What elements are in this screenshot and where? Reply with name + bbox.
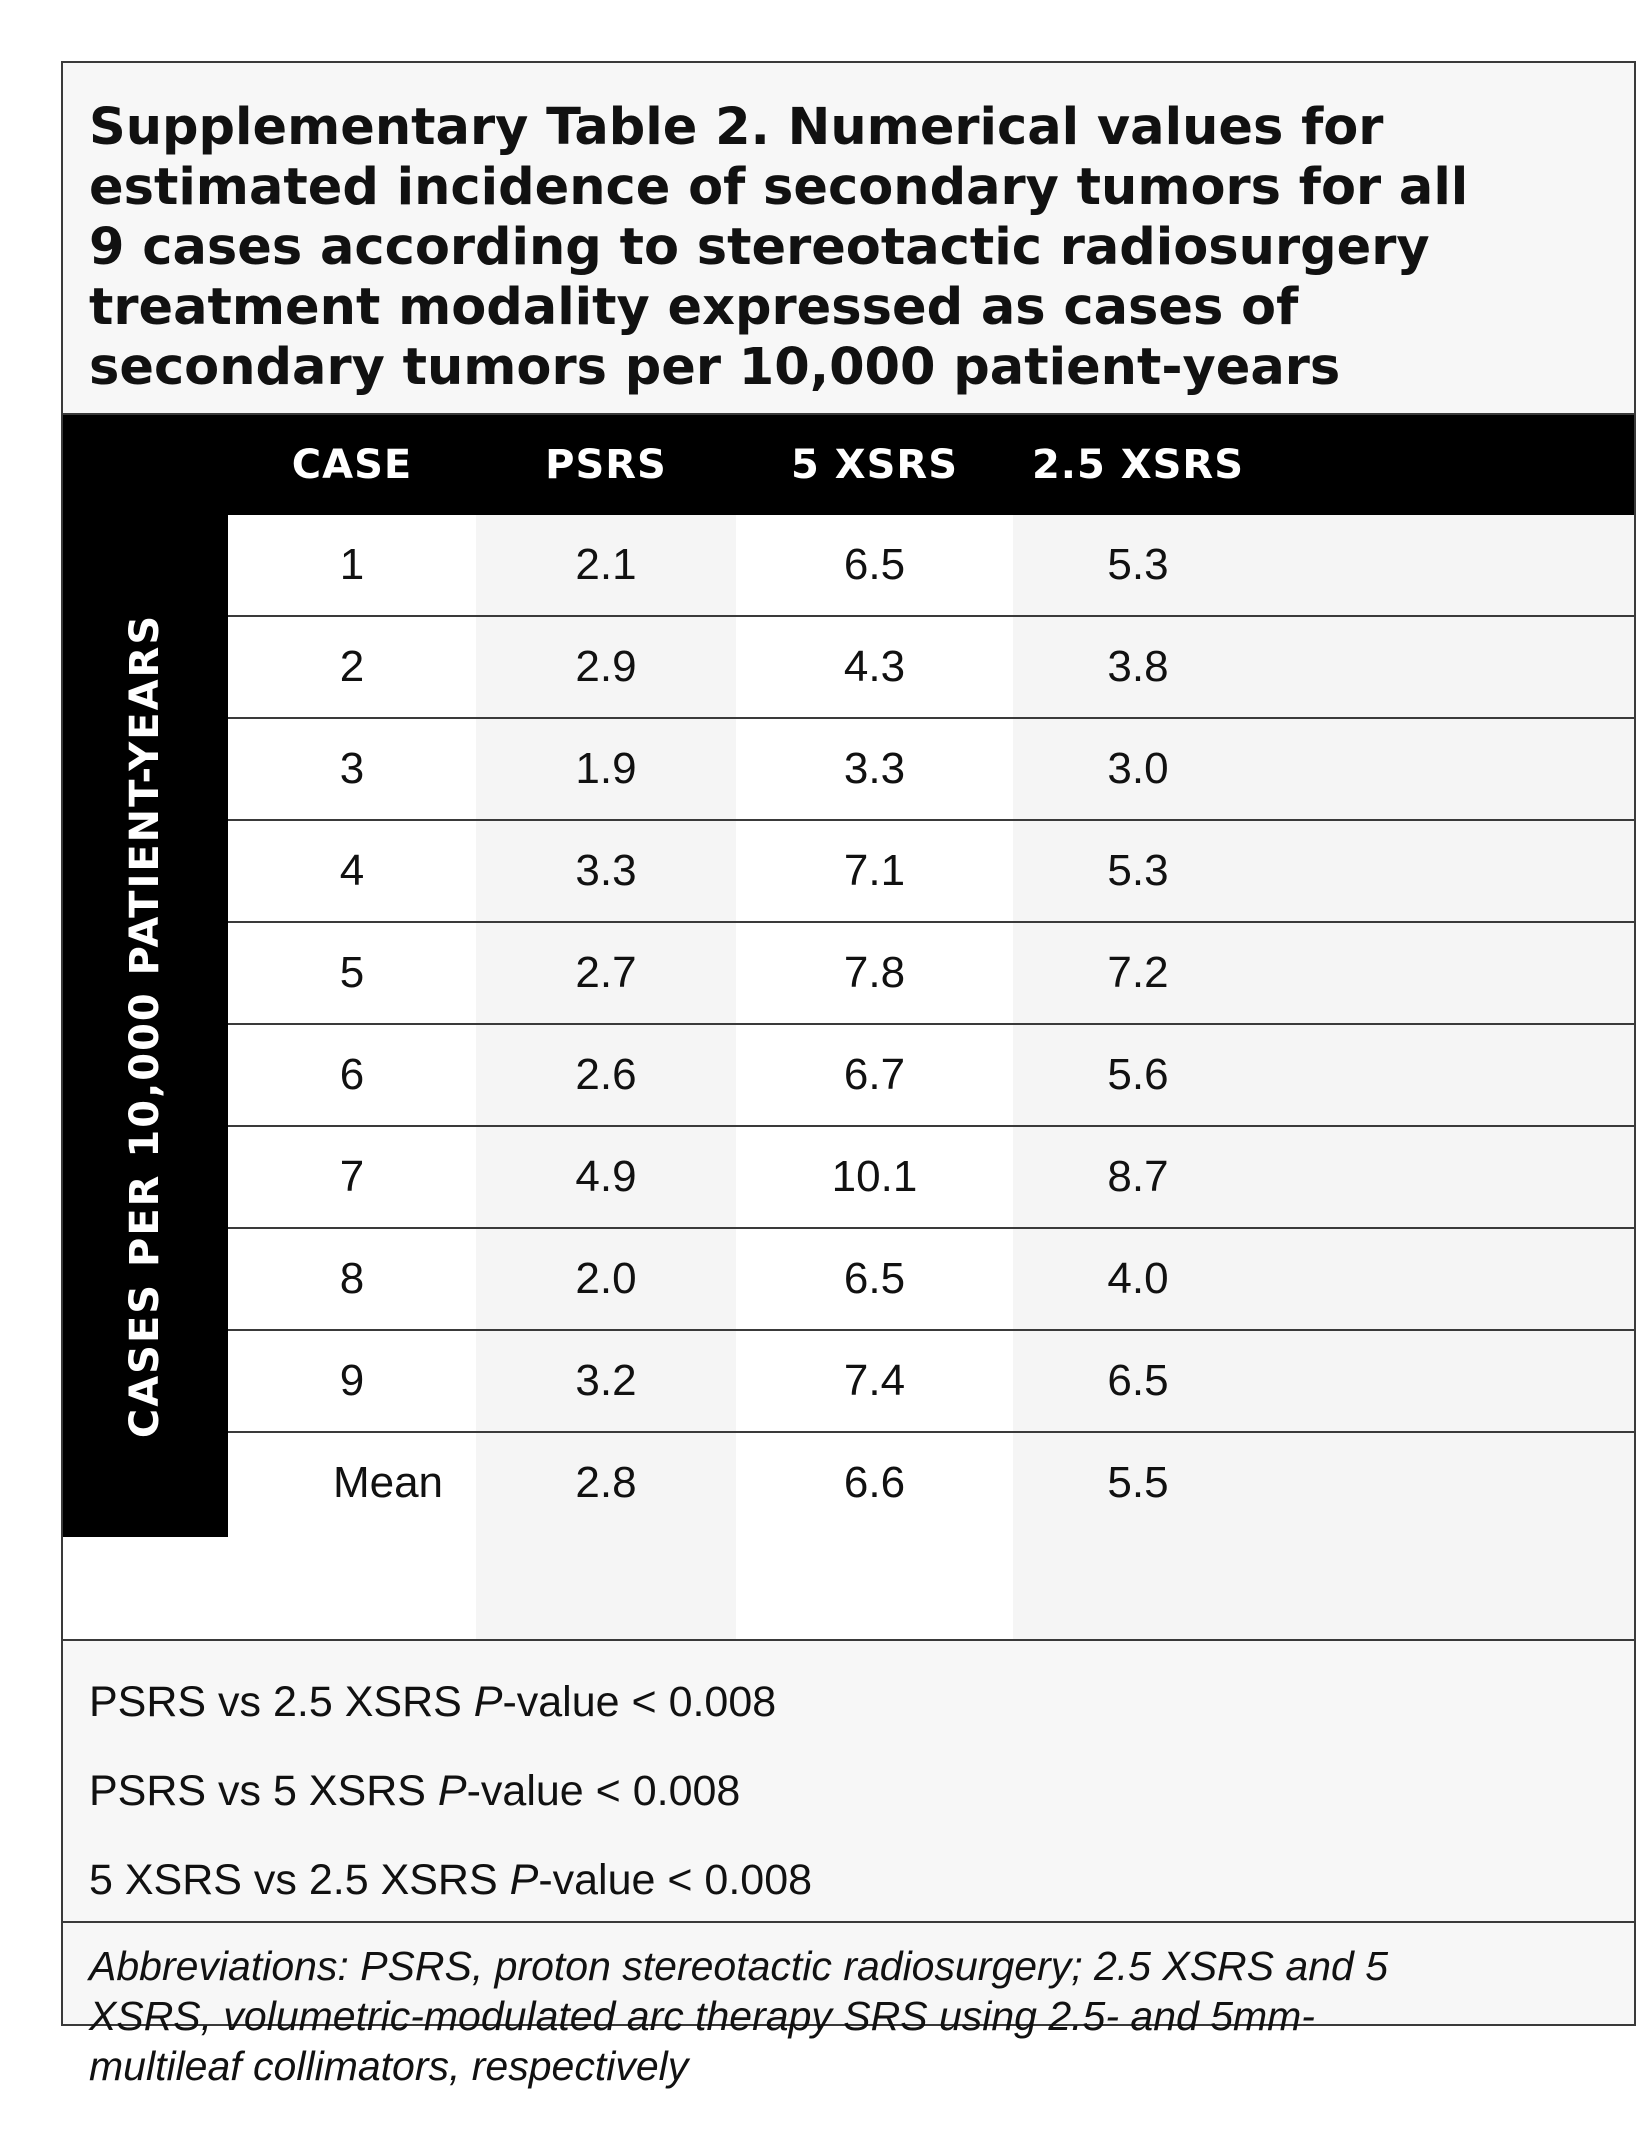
cell-psrs: 3.2	[575, 1356, 637, 1405]
cell-2-5-xsrs: 7.2	[1107, 948, 1169, 997]
cell-case: 3	[339, 744, 365, 793]
cell-2-5-xsrs: 6.5	[1107, 1356, 1169, 1405]
cell-psrs: 2.7	[575, 948, 637, 997]
abbreviation-line: XSRS, volumetric-modulated arc therapy SRS using 2.5- and 5mm-	[89, 1993, 1315, 2039]
table-body	[228, 515, 1634, 1639]
cell-5-xsrs: 7.1	[843, 846, 906, 895]
cell-2-5-xsrs: 3.0	[1107, 744, 1169, 793]
cell-5-xsrs: 6.5	[843, 540, 906, 589]
p-value-line	[89, 1855, 812, 1905]
cell-2-5-xsrs: 8.7	[1107, 1152, 1169, 1201]
table-row	[228, 617, 1634, 719]
p-value-section	[63, 1639, 1634, 1923]
cell-case: 9	[339, 1356, 365, 1405]
table-row	[228, 1127, 1634, 1229]
cell-case: 5	[339, 948, 365, 997]
cell-psrs: 2.6	[575, 1050, 637, 1099]
cell-5-xsrs: 3.3	[843, 744, 906, 793]
side-label-bar	[63, 515, 228, 1537]
cell-case: 7	[339, 1152, 365, 1201]
column-header-psrs: PSRS	[545, 442, 667, 488]
p-value-symbol: P	[509, 1856, 539, 1904]
cell-case: 1	[339, 540, 365, 589]
table-row	[228, 1229, 1634, 1331]
table-row	[228, 719, 1634, 821]
p-value-threshold: -value < 0.008	[466, 1767, 741, 1815]
cell-5-xsrs: 7.8	[843, 948, 906, 997]
title-line: treatment modality expressed as cases of	[89, 278, 1299, 337]
cell-psrs: 2.9	[575, 642, 637, 691]
title-line: Supplementary Table 2. Numerical values for	[89, 98, 1384, 157]
cell-psrs: 4.9	[575, 1152, 637, 1201]
cell-5-xsrs: 7.4	[843, 1356, 906, 1405]
abbreviations-note	[63, 1923, 1634, 2089]
title-line: 9 cases according to stereotactic radiosurgery	[89, 218, 1430, 277]
cell-5-xsrs: 10.1	[831, 1152, 918, 1201]
cell-5-xsrs: 6.5	[843, 1254, 906, 1303]
cell-2-5-xsrs: 5.5	[1107, 1458, 1169, 1507]
p-value-line	[89, 1766, 740, 1816]
cell-2-5-xsrs: 4.0	[1107, 1254, 1169, 1303]
cell-2-5-xsrs: 5.6	[1107, 1050, 1169, 1099]
p-value-comparison: 5 XSRS vs 2.5 XSRS	[89, 1856, 510, 1904]
p-value-threshold: -value < 0.008	[538, 1856, 813, 1904]
cell-5-xsrs: 4.3	[843, 642, 906, 691]
column-header-5-xsrs: 5 XSRS	[790, 442, 958, 488]
abbreviation-line: Abbreviations: PSRS, proton stereotactic radiosurgery; 2.5 XSRS and 5	[89, 1943, 1389, 1989]
table-row	[228, 515, 1634, 617]
table-header-row	[63, 415, 1634, 515]
p-value-symbol: P	[437, 1767, 467, 1815]
cell-psrs: 3.3	[575, 846, 637, 895]
mean-row-spacer	[63, 1537, 228, 1639]
cell-2-5-xsrs: 3.8	[1107, 642, 1169, 691]
cell-psrs: 1.9	[575, 744, 637, 793]
p-value-comparison: PSRS vs 2.5 XSRS	[89, 1678, 474, 1726]
cell-psrs: 2.0	[575, 1254, 637, 1303]
p-value-symbol: P	[473, 1678, 503, 1726]
cell-case: 8	[339, 1254, 365, 1303]
table-row	[228, 821, 1634, 923]
cell-2-5-xsrs: 5.3	[1107, 846, 1169, 895]
cell-5-xsrs: 6.7	[843, 1050, 906, 1099]
side-label: CASES PER 10,000 PATIENT-YEARS	[122, 613, 168, 1439]
title-line: estimated incidence of secondary tumors for all	[89, 158, 1469, 217]
mean-row	[228, 1433, 1634, 1535]
cell-case: 2	[339, 642, 365, 691]
table-row	[228, 1025, 1634, 1127]
column-header-case: CASE	[291, 442, 413, 488]
table-row	[228, 923, 1634, 1025]
cell-case: 4	[339, 846, 365, 895]
cell-5-xsrs: 6.6	[843, 1458, 906, 1507]
p-value-threshold: -value < 0.008	[502, 1678, 777, 1726]
table-row	[228, 1331, 1634, 1433]
cell-2-5-xsrs: 5.3	[1107, 540, 1169, 589]
column-header-2-5-xsrs: 2.5 XSRS	[1031, 442, 1245, 488]
p-value-line	[89, 1677, 776, 1727]
cell-case: 6	[339, 1050, 365, 1099]
supplementary-table	[61, 61, 1636, 2089]
p-value-comparison: PSRS vs 5 XSRS	[89, 1767, 438, 1815]
cell-psrs: 2.1	[575, 540, 637, 589]
table-title	[63, 63, 1634, 415]
title-line: secondary tumors per 10,000 patient-years	[89, 338, 1341, 397]
mean-label: Mean	[332, 1458, 444, 1507]
abbreviation-line: multileaf collimators, respectively	[89, 2043, 689, 2089]
cell-psrs: 2.8	[575, 1458, 637, 1507]
